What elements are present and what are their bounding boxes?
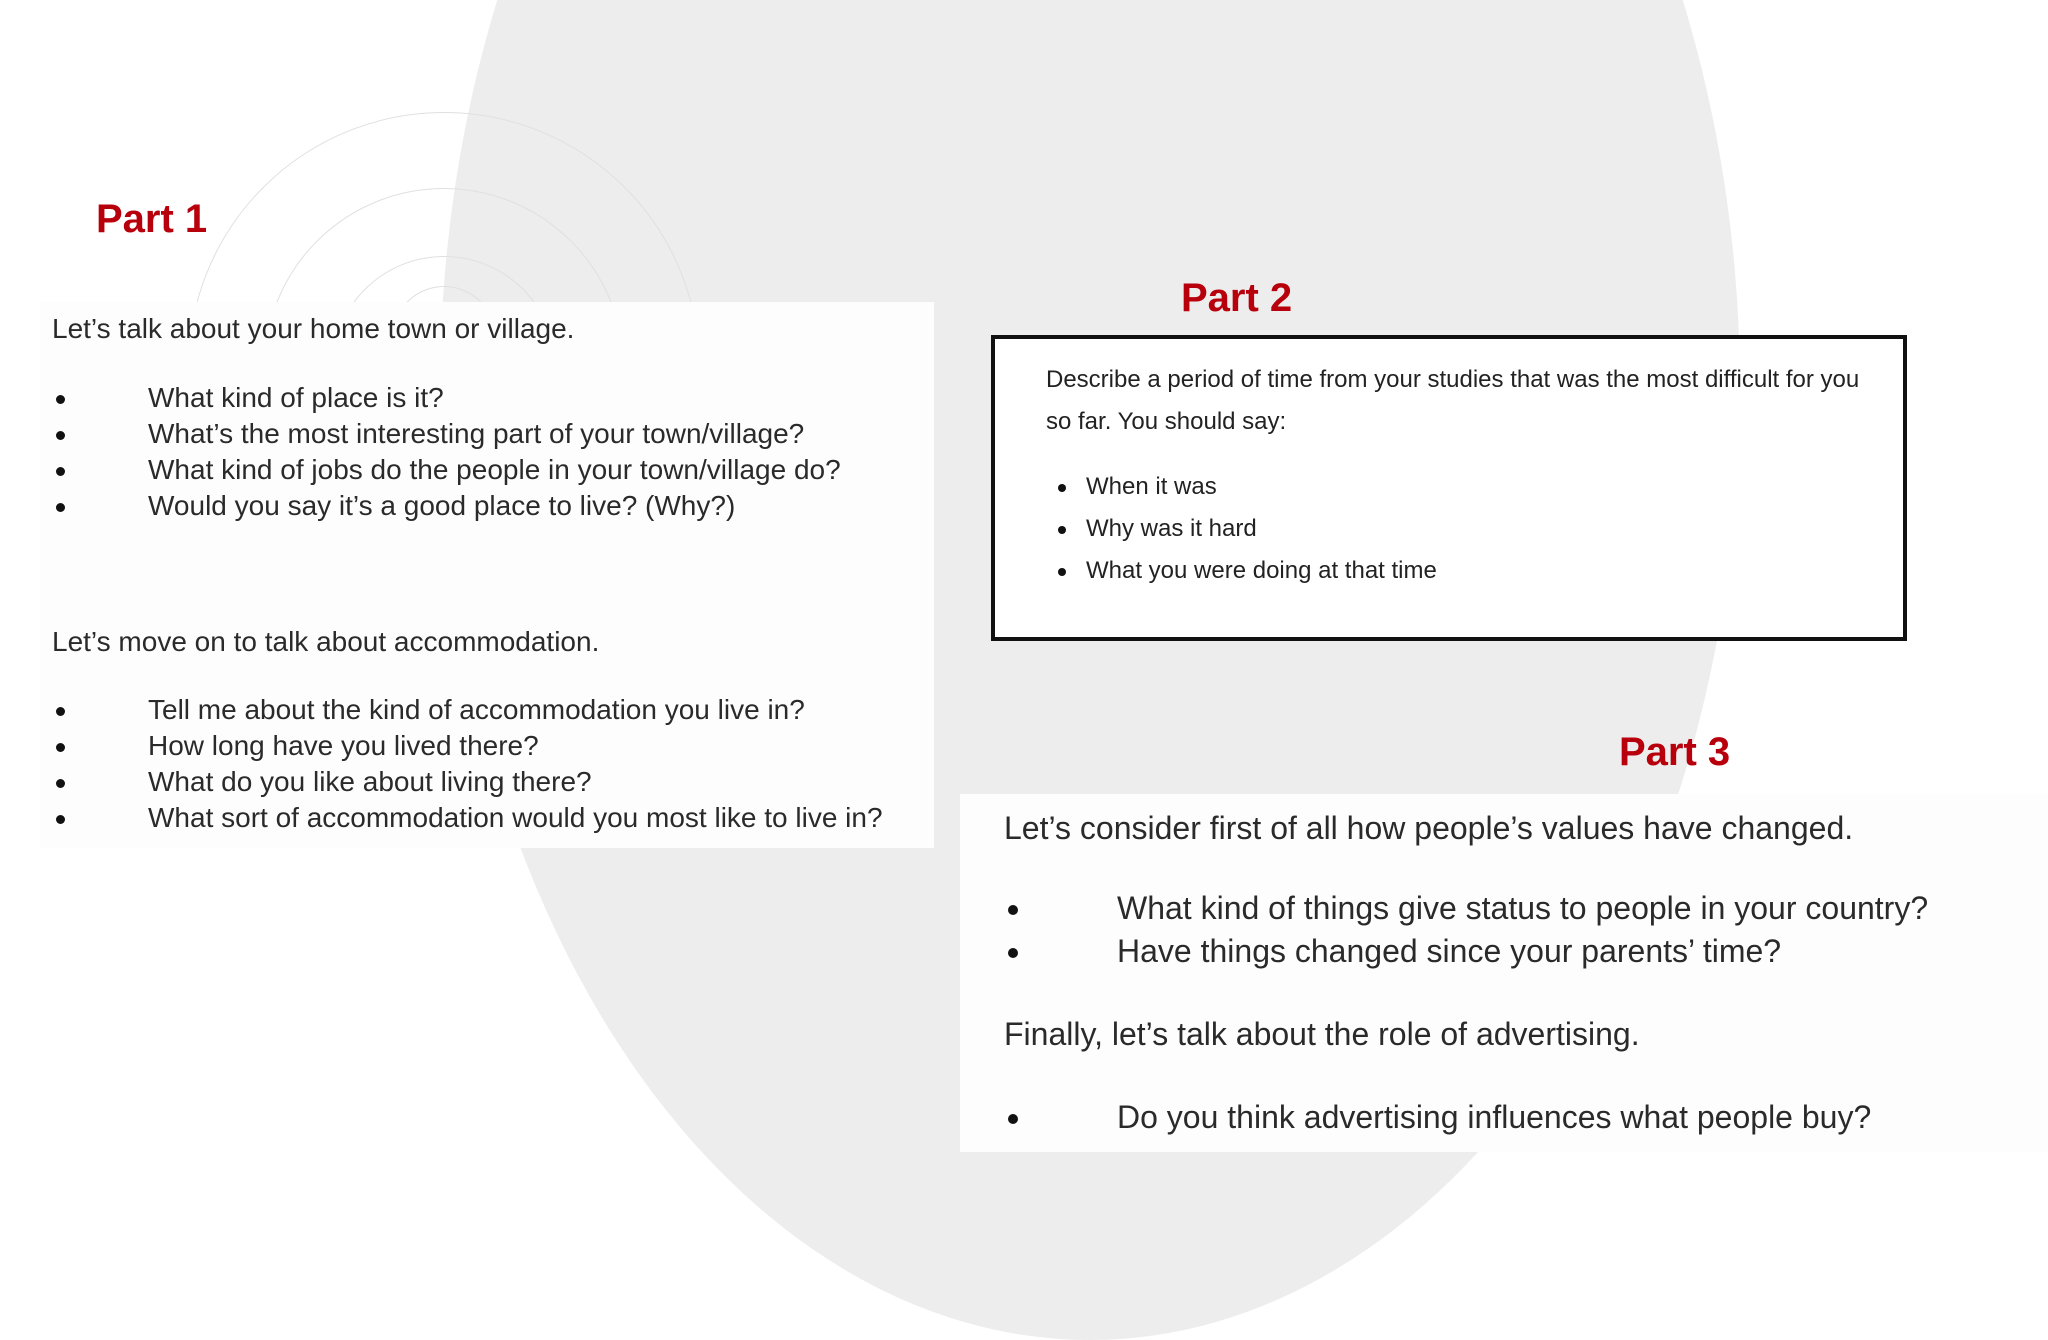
question-text: What kind of place is it?: [148, 382, 444, 413]
part1-panel: [40, 302, 934, 848]
question-text: What kind of jobs do the people in your town/village do?: [148, 454, 841, 485]
part2-points: [1055, 466, 1437, 592]
bullet-icon: [1008, 948, 1018, 958]
point-text: Why was it hard: [1086, 515, 1257, 542]
part2-title: Part 2: [1181, 276, 1293, 320]
bullet-icon: [56, 431, 65, 440]
bullet-icon: [56, 395, 65, 404]
part3-section1-intro: Let’s consider first of all how people’s values have changed.: [1004, 810, 1854, 846]
question-text: Would you say it’s a good place to live? (Why?): [148, 490, 736, 521]
bullet-icon: [56, 779, 65, 788]
bullet-icon: [1008, 1114, 1018, 1124]
part2-description: Describe a period of time from your studies that was the most difficult for you so far. You should say:: [1046, 366, 1860, 435]
bullet-icon: [56, 815, 65, 824]
list-item: [52, 380, 841, 416]
list-item: [52, 728, 883, 764]
list-item: [52, 764, 883, 800]
bullet-icon: [1058, 568, 1066, 576]
part1-section1-intro: Let’s talk about your home town or village.: [52, 313, 575, 344]
part3-panel: [960, 794, 2048, 1152]
list-item: [1004, 930, 1928, 973]
list-item: [1004, 887, 1928, 930]
part3-section2-questions: [1004, 1096, 1871, 1139]
question-text: What’s the most interesting part of your town/village?: [148, 418, 805, 449]
list-item: [52, 488, 841, 524]
question-text: What do you like about living there?: [148, 766, 592, 797]
list-item: [52, 800, 883, 836]
list-item: [52, 416, 841, 452]
part1-section2-intro: Let’s move on to talk about accommodation.: [52, 626, 600, 657]
bullet-icon: [56, 707, 65, 716]
point-text: What you were doing at that time: [1086, 557, 1437, 584]
bullet-icon: [56, 503, 65, 512]
list-item: [1055, 550, 1437, 592]
bullet-icon: [1058, 526, 1066, 534]
list-item: [52, 452, 841, 488]
part1-section1-questions: [52, 380, 841, 524]
question-text: Tell me about the kind of accommodation you live in?: [148, 694, 805, 725]
question-text: What kind of things give status to people in your country?: [1117, 890, 1929, 926]
list-item: [1055, 508, 1437, 550]
part3-title: Part 3: [1619, 730, 1731, 774]
part1-title: Part 1: [96, 197, 208, 241]
question-text: What sort of accommodation would you most like to live in?: [148, 802, 883, 833]
question-text: Have things changed since your parents’ time?: [1117, 933, 1782, 969]
bullet-icon: [56, 743, 65, 752]
bullet-icon: [56, 467, 65, 476]
bullet-icon: [1058, 484, 1066, 492]
part3-section1-questions: [1004, 887, 1928, 973]
question-text: How long have you lived there?: [148, 730, 539, 761]
question-text: Do you think advertising influences what people buy?: [1117, 1099, 1872, 1135]
list-item: [1004, 1096, 1871, 1139]
part3-section2-intro: Finally, let’s talk about the role of advertising.: [1004, 1016, 1640, 1052]
list-item: [1055, 466, 1437, 508]
part2-cue-card: [991, 335, 1907, 641]
bullet-icon: [1008, 905, 1018, 915]
part1-section2-questions: [52, 692, 883, 836]
list-item: [52, 692, 883, 728]
point-text: When it was: [1086, 473, 1217, 500]
